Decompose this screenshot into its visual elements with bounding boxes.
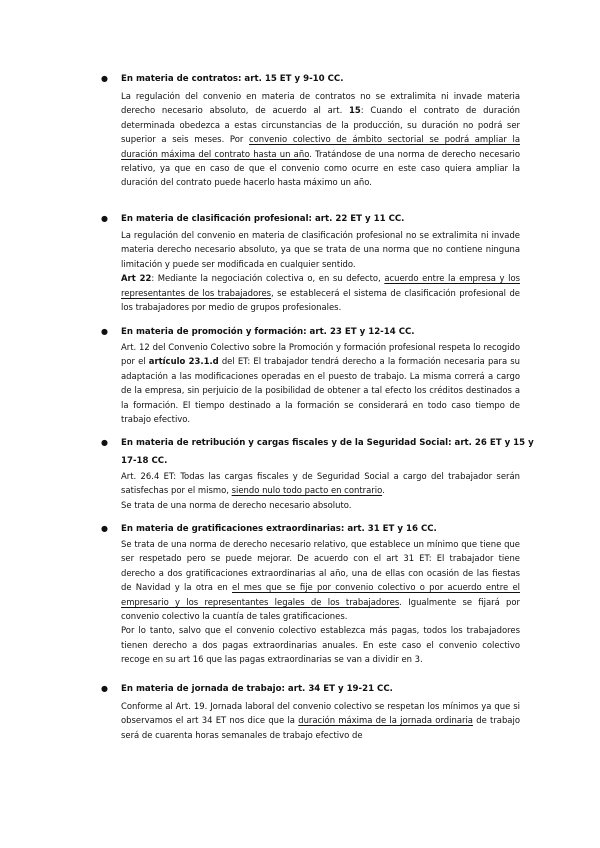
paragraph: Por lo tanto, salvo que el convenio colectivo establezca más pagas, todos los trabajadores tienen derecho a dos pagas extraordinarias anuales. En este caso el convenio colectivo recoge en su art 16 que las pagas extraordinarias se van a dividir en 3.	[121, 625, 520, 665]
section-body	[121, 537, 520, 667]
section-jornada	[101, 682, 520, 742]
section-body	[121, 228, 520, 314]
section-clasificacion	[101, 212, 521, 314]
paragraph: La regulación del convenio en materia de clasificación profesional no se extralimita ni invade materia derecho necesario absoluto, ya que se trata de una norma que no contiene ninguna limitación y puede ser modificada en cualquier sentido.	[121, 230, 520, 269]
section-gratificaciones	[101, 522, 521, 667]
section-promocion	[101, 325, 520, 426]
bullet-icon: ●	[101, 438, 108, 447]
section-heading	[101, 325, 520, 339]
section-body	[121, 89, 520, 190]
heading-text: En materia de gratificaciones extraordinarias: art. 31 ET y 16 CC.	[121, 524, 437, 534]
section-heading	[101, 212, 520, 226]
bullet-icon: ●	[101, 74, 108, 83]
paragraph: Se trata de una norma de derecho necesario relativo, que establece un mínimo que tiene que ser respetado pero se puede mejorar. De acuerdo con el art 31 ET: El trabajador tiene derecho a dos gratificaciones extraordinarias al año, una de ellas con ocasión de las fiestas de Navidad y la otra en el mes que se fije por convenio colectivo o por acuerdo entre el empresario y los representantes legales de los trabajadores. Igualmente se fijará por convenio colectivo la cuantía de tales gratificaciones.	[121, 539, 521, 622]
bullet-icon: ●	[101, 214, 108, 223]
paragraph: Art 22: Mediante la negociación colectiva o, en su defecto, acuerdo entre la empresa y los representantes de los trabajadores, se establecerá el sistema de clasificación profesional de los trabajadores por medio de grupos profesionales.	[121, 273, 521, 313]
bullet-icon: ●	[101, 327, 108, 336]
paragraph: Art. 26.4 ET: Todas las cargas fiscales y de Seguridad Social a cargo del trabajador serán satisfechas por el mismo, siendo nulo todo pacto en contrario.	[121, 471, 520, 496]
section-heading	[101, 682, 520, 696]
section-contratos	[101, 72, 521, 190]
bullet-icon: ●	[101, 684, 108, 693]
heading-text: En materia de clasificación profesional: art. 22 ET y 11 CC.	[121, 214, 405, 224]
paragraph: La regulación del convenio en materia de contratos no se extralimita ni invade materia derecho necesario absoluto, de acuerdo al art. 15: Cuando el contrato de duración determinada obedezca a estas circunstancias de la producción, su duración no podrá ser superior a seis meses. Por convenio colectivo de ámbito sectorial se podrá ampliar la duración máxima del contrato hasta un año. Tratándose de una norma de derecho necesario relativo, ya que en caso de que el convenio como ocurre en este caso quiera ampliar la duración del contrato puede hacerlo hasta máximo un año.	[121, 91, 521, 188]
section-heading	[101, 522, 520, 536]
heading-text: En materia de promoción y formación: art. 23 ET y 12-14 CC.	[121, 327, 415, 337]
heading-text: En materia de jornada de trabajo: art. 34 ET y 19-21 CC.	[121, 684, 393, 694]
section-body	[121, 469, 520, 512]
section-heading-continued	[104, 454, 520, 468]
heading-text: En materia de retribución y cargas fiscales y de la Seguridad Social: art. 26 ET y 15 y	[121, 438, 534, 448]
section-body	[121, 340, 520, 426]
paragraph: Art. 12 del Convenio Colectivo sobre la Promoción y formación profesional respeta lo recogido por el artículo 23.1.d del ET: El trabajador tendrá derecho a la formación necesaria para su adaptación a las modificaciones operadas en el puesto de trabajo. La misma correrá a cargo de la empresa, sin perjuicio de la posibilidad de obtener a tal efecto los créditos destinados a la formación. El tiempo destinado a la formación se considerará en todo caso tiempo de trabajo efectivo.	[121, 342, 520, 425]
paragraph: Se trata de una norma de derecho necesario absoluto.	[121, 499, 352, 510]
section-retribucion	[101, 436, 534, 512]
paragraph: Conforme al Art. 19. Jornada laboral del convenio colectivo se respetan los mínimos ya que si observamos el art 34 ET nos dice que la duración máxima de la jornada ordinaria de trabajo será de cuarenta horas semanales de trabajo efectivo de	[121, 701, 520, 740]
section-heading	[101, 436, 534, 450]
section-body	[121, 699, 520, 742]
bullet-icon: ●	[101, 524, 108, 533]
section-heading	[101, 72, 520, 86]
heading-text: En materia de contratos: art. 15 ET y 9-10 CC.	[121, 74, 344, 84]
heading-text: 17-18 CC.	[121, 456, 168, 466]
